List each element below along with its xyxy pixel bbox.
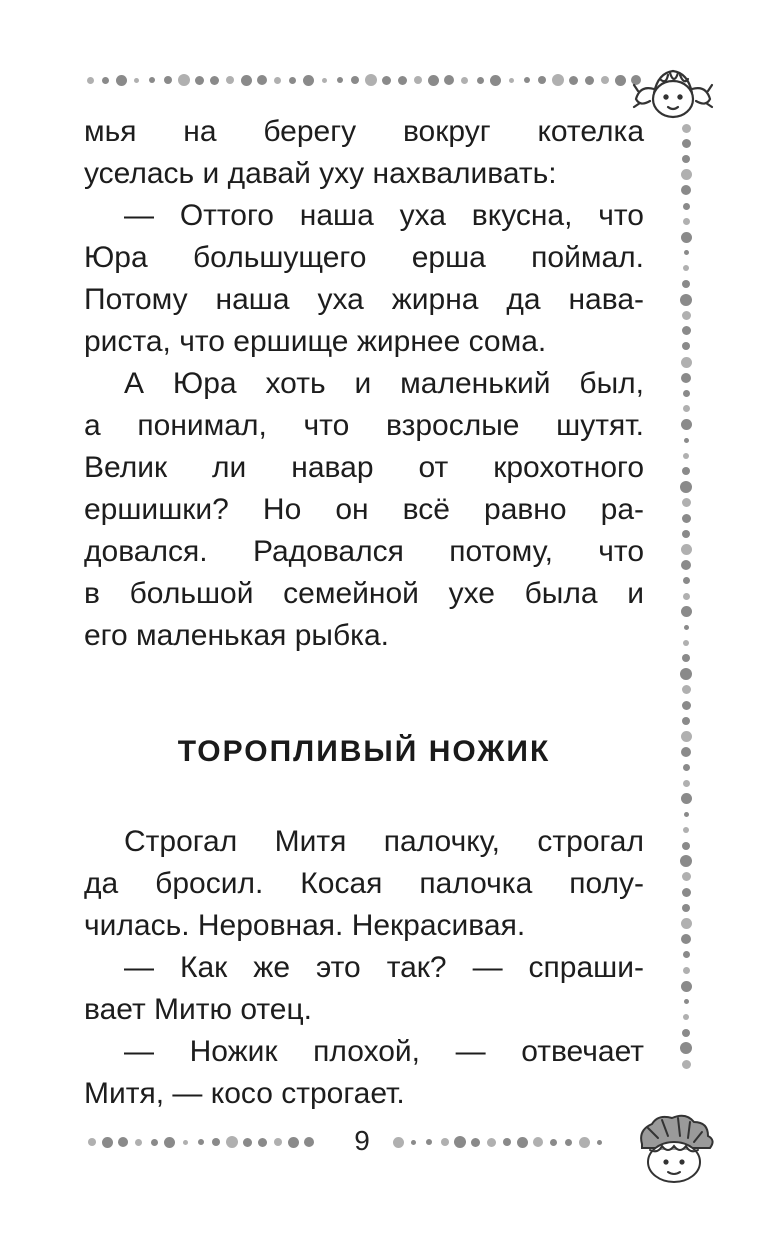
decor-dot bbox=[288, 1137, 299, 1148]
decor-dot bbox=[509, 78, 514, 83]
decor-dot bbox=[393, 1137, 404, 1148]
text-line: а понимал, что взрослые шутят. bbox=[84, 409, 644, 442]
decor-dot bbox=[149, 77, 155, 83]
decor-dot bbox=[601, 76, 609, 84]
decor-dot bbox=[134, 78, 139, 83]
decor-dot bbox=[471, 1138, 480, 1147]
decor-dot bbox=[680, 481, 692, 493]
decor-dot bbox=[683, 764, 690, 771]
decor-dot bbox=[682, 685, 691, 694]
text-line: ершишки? Но он всё равно ра- bbox=[84, 493, 644, 526]
decor-dot bbox=[487, 1138, 496, 1147]
decor-dot bbox=[681, 373, 691, 383]
decor-dot bbox=[322, 78, 327, 83]
decor-dot bbox=[682, 139, 691, 148]
decor-dot bbox=[102, 1137, 113, 1148]
decor-dot bbox=[683, 390, 690, 397]
decor-dot bbox=[87, 77, 94, 84]
decor-dot bbox=[88, 1138, 96, 1146]
decor-dot bbox=[684, 812, 689, 817]
decor-dot bbox=[682, 654, 690, 662]
text-line: вает Митю отец. bbox=[84, 993, 313, 1026]
decor-dot bbox=[241, 75, 252, 86]
decor-dot bbox=[682, 1060, 691, 1069]
decor-dot bbox=[441, 1138, 449, 1146]
decor-dot bbox=[682, 701, 691, 710]
decor-dot bbox=[681, 981, 692, 992]
decor-dot bbox=[683, 827, 689, 833]
decor-dot bbox=[550, 1139, 557, 1146]
decor-dot bbox=[444, 75, 454, 85]
decor-dot bbox=[682, 311, 691, 320]
text-line: Строгал Митя палочку, строгал bbox=[124, 825, 644, 858]
decor-dot bbox=[151, 1139, 158, 1146]
decor-dot bbox=[682, 904, 690, 912]
text-line: мья на берегу вокруг котелка bbox=[84, 115, 644, 148]
text-line: довался. Радовался потому, что bbox=[84, 535, 644, 568]
decor-dot bbox=[684, 438, 689, 443]
decor-dot bbox=[243, 1138, 252, 1147]
decor-dot bbox=[461, 77, 468, 84]
decor-dot bbox=[337, 77, 343, 83]
decor-dot bbox=[565, 1139, 572, 1146]
decor-dot bbox=[164, 1137, 175, 1148]
decor-dot bbox=[681, 169, 692, 180]
decor-dot bbox=[684, 625, 689, 630]
decor-dot bbox=[683, 593, 690, 600]
story-text-continued bbox=[84, 111, 644, 657]
decor-dot bbox=[683, 780, 690, 787]
decor-dot bbox=[477, 77, 484, 84]
decor-dot bbox=[454, 1136, 466, 1148]
decor-dot bbox=[517, 1137, 528, 1148]
story-title: ТОРОПЛИВЫЙ НОЖИК bbox=[177, 735, 551, 768]
decor-dot bbox=[382, 76, 391, 85]
decor-dot bbox=[195, 76, 204, 85]
decor-dot bbox=[682, 342, 690, 350]
decor-dot bbox=[683, 1014, 689, 1020]
decor-dot bbox=[365, 74, 377, 86]
decor-dot bbox=[303, 75, 314, 86]
decor-dot bbox=[490, 75, 501, 86]
decor-dot bbox=[682, 888, 691, 897]
text-line: Потому наша уха жирна да нава- bbox=[84, 283, 644, 316]
text-line: в большой семейной ухе была и bbox=[84, 577, 644, 610]
text-line: Митя, — косо строгает. bbox=[84, 1077, 405, 1110]
text-line: его маленькая рыбка. bbox=[84, 619, 389, 652]
decor-dot bbox=[585, 76, 594, 85]
decor-dot bbox=[503, 1138, 511, 1146]
decor-dot bbox=[226, 1136, 238, 1148]
decor-dot bbox=[680, 294, 692, 306]
decor-dot bbox=[682, 530, 690, 538]
decor-dot bbox=[212, 1138, 220, 1146]
decor-dot bbox=[135, 1139, 142, 1146]
decor-dot bbox=[683, 577, 690, 584]
decor-dot bbox=[426, 1139, 432, 1145]
decor-dot bbox=[183, 1140, 188, 1145]
decor-dot bbox=[258, 1138, 267, 1147]
decor-dot bbox=[428, 75, 439, 86]
text-line: Велик ли навар от крохотного bbox=[84, 451, 644, 484]
decor-dot bbox=[682, 1029, 690, 1037]
decor-dot bbox=[116, 75, 127, 86]
decor-dot bbox=[351, 76, 359, 84]
decor-dot bbox=[274, 77, 281, 84]
decor-dot bbox=[681, 544, 692, 555]
decor-dot bbox=[684, 250, 689, 255]
decor-dot bbox=[524, 77, 530, 83]
decor-dot bbox=[274, 1138, 282, 1146]
decor-dot bbox=[680, 855, 692, 867]
decor-dot bbox=[682, 717, 690, 725]
decor-dot bbox=[164, 76, 172, 84]
decor-dot bbox=[102, 77, 109, 84]
text-line: Юра большущего ерша поймал. bbox=[84, 241, 644, 274]
decor-dot bbox=[682, 155, 690, 163]
decor-dot bbox=[683, 640, 689, 646]
decor-dot bbox=[681, 185, 691, 195]
decor-dot bbox=[682, 872, 691, 881]
decor-dot bbox=[683, 218, 690, 225]
decor-dot bbox=[414, 76, 422, 84]
decor-dot bbox=[533, 1137, 543, 1147]
decor-dot bbox=[579, 1137, 590, 1148]
decor-dot bbox=[682, 467, 690, 475]
decor-dot bbox=[684, 999, 689, 1004]
text-line: риста, что ершище жирнее сома. bbox=[84, 325, 547, 358]
decor-dot bbox=[597, 1140, 602, 1145]
decor-dot bbox=[683, 203, 690, 210]
decor-dot bbox=[683, 405, 690, 412]
decor-dot bbox=[681, 560, 691, 570]
text-line: — Ножик плохой, — отвечает bbox=[124, 1035, 644, 1068]
text-line: да бросил. Косая палочка полу- bbox=[84, 867, 644, 900]
decor-dot bbox=[681, 918, 692, 929]
decor-dot bbox=[680, 668, 692, 680]
decor-dot bbox=[226, 76, 234, 84]
decor-dot bbox=[118, 1137, 128, 1147]
decor-dot bbox=[304, 1137, 314, 1147]
decor-dot bbox=[680, 1042, 692, 1054]
decor-dot bbox=[411, 1140, 416, 1145]
decor-dot bbox=[615, 75, 626, 86]
decor-dot bbox=[683, 265, 689, 271]
decor-dot bbox=[682, 326, 691, 335]
text-line: — Как же это так? — спраши- bbox=[124, 951, 644, 984]
page-number: 9 bbox=[354, 1125, 370, 1156]
text-line: А Юра хоть и маленький был, bbox=[124, 367, 644, 400]
story-text bbox=[84, 821, 644, 1115]
text-line: чилась. Неровная. Некрасивая. bbox=[84, 909, 526, 942]
decor-dot bbox=[178, 74, 190, 86]
decor-dot bbox=[398, 76, 407, 85]
decor-dot bbox=[681, 934, 691, 944]
decor-dot bbox=[681, 731, 692, 742]
decor-dot bbox=[538, 76, 546, 84]
decor-dot bbox=[198, 1139, 204, 1145]
decor-dot bbox=[682, 498, 691, 507]
decor-dot bbox=[683, 951, 690, 958]
decor-dot bbox=[569, 76, 578, 85]
decor-dot bbox=[681, 793, 692, 804]
decor-dot bbox=[682, 514, 691, 523]
decor-dot bbox=[257, 75, 267, 85]
decor-dot bbox=[683, 453, 689, 459]
decor-dot bbox=[681, 419, 692, 430]
text-line: уселась и давай уху нахваливать: bbox=[84, 157, 557, 190]
decor-dot bbox=[683, 967, 690, 974]
decor-dot bbox=[210, 76, 219, 85]
decor-dot bbox=[682, 280, 690, 288]
decor-dot bbox=[289, 77, 296, 84]
text-line: — Оттого наша уха вкусна, что bbox=[124, 199, 644, 232]
boy-face-icon bbox=[628, 1110, 718, 1190]
decor-dot bbox=[681, 232, 692, 243]
decor-dot bbox=[552, 74, 564, 86]
decor-dot bbox=[681, 606, 692, 617]
decor-dot bbox=[682, 842, 690, 850]
decor-dot bbox=[681, 357, 692, 368]
decor-dot bbox=[681, 747, 691, 757]
